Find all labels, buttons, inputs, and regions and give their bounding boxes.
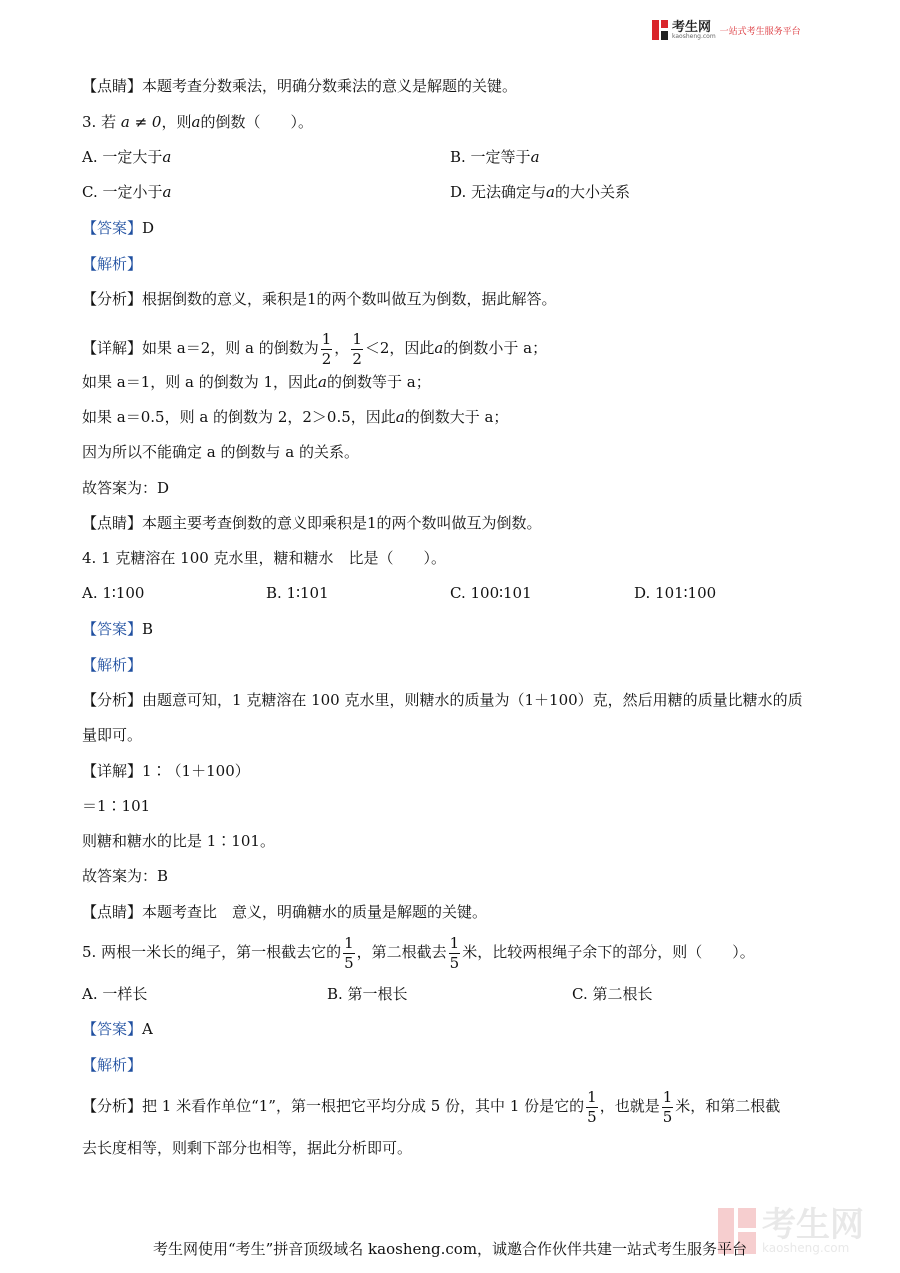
- kaosheng-logo-icon: [652, 20, 668, 40]
- watermark-domain: kaosheng.com: [762, 1241, 850, 1255]
- q3-option-a: A. 一定大于a: [82, 148, 172, 166]
- header-logo: [652, 18, 801, 42]
- fraction-one-half: $\frac{1}{2}$: [321, 329, 332, 368]
- q4-xiangjie-2: ＝1∶101: [82, 797, 151, 815]
- q4-dianjing: 【点睛】本题考查比 意义，明确糖水的质量是解题的关键。: [82, 903, 488, 921]
- q5-jiexi-label: 【解析】: [82, 1056, 143, 1074]
- q4-xiangjie-3: 则糖和糖水的比是 1∶101。: [82, 832, 275, 850]
- q4-answer: 【答案】B: [82, 620, 154, 638]
- q3-option-c: C. 一定小于a: [82, 183, 172, 201]
- logo-slogan: 一站式考生服务平台: [719, 26, 801, 37]
- q3-option-b: B. 一定等于a: [450, 148, 540, 166]
- q3-option-d: D. 无法确定与a的大小关系: [450, 183, 630, 201]
- q4-jiexi-label: 【解析】: [82, 656, 143, 674]
- watermark-name: 考生网: [762, 1205, 864, 1245]
- q5-option-b: B. 第一根长: [327, 985, 408, 1003]
- fraction-one-fifth: $\frac{1}{5}$: [449, 933, 460, 972]
- q5-stem: 5. 两根一米长的绳子，第一根截去它的 $\frac{1}{5}$ ，第二根截去 $\frac{1}{5}$ 米，比较两根绳子余下的部分，则（ ）。: [82, 933, 755, 972]
- q3-fenxi: 【分析】根据倒数的意义，乘积是1的两个数叫做互为倒数，据此解答。: [82, 290, 557, 308]
- q4-fenxi-2: 量即可。: [82, 726, 143, 744]
- page-footer: 考生网使用“考生”拼音顶级域名 kaosheng.com，诚邀合作伙伴共建一站式考生服务平台: [152, 1240, 748, 1258]
- q3-dianjing: 【点睛】本题主要考查倒数的意义即乘积是1的两个数叫做互为倒数。: [82, 514, 542, 532]
- q4-option-c: C. 100∶101: [450, 584, 532, 602]
- q4-xiangjie-1: 【详解】1∶（1＋100）: [82, 762, 250, 780]
- logo-domain: kaosheng.com: [672, 32, 716, 40]
- q5-option-a: A. 一样长: [82, 985, 148, 1003]
- q3-xiangjie-2: 如果 a＝1，则 a 的倒数为 1，因此a的倒数等于 a；: [82, 373, 431, 391]
- fraction-one-fifth: $\frac{1}{5}$: [587, 1087, 597, 1126]
- q3-stem: 3. 若 a ≠ 0，则a的倒数（ ）。: [82, 113, 313, 131]
- q5-fenxi-2: 去长度相等，则剩下部分也相等，据此分析即可。: [82, 1139, 413, 1157]
- q3-xiangjie-4: 因为所以不能确定 a 的倒数与 a 的关系。: [82, 443, 359, 461]
- q4-stem: 4. 1 克糖溶在 100 克水里，糖和糖水 比是（ ）。: [82, 549, 447, 567]
- q3-jiexi-label: 【解析】: [82, 255, 143, 273]
- q4-option-d: D. 101∶100: [634, 584, 717, 602]
- q4-fenxi-1: 【分析】由题意可知，1 克糖溶在 100 克水里，则糖水的质量为（1＋100）克，然后用糖的质量比糖水的质: [82, 691, 803, 709]
- q5-answer: 【答案】A: [82, 1020, 153, 1038]
- q4-option-a: A. 1∶100: [82, 584, 145, 602]
- q4-final-answer: 故答案为：B: [82, 867, 169, 885]
- q5-fenxi-1: 【分析】把 1 米看作单位“1”，第一根把它平均分成 5 份，其中 1 份是它的 $\frac{1}{5}$ ，也就是 $\frac{1}{5}$ 米，和第二根截: [82, 1087, 781, 1126]
- q3-final-answer: 故答案为：D: [82, 479, 170, 497]
- q3-xiangjie-3: 如果 a＝0.5，则 a 的倒数为 2，2＞0.5，因此a的倒数大于 a；: [82, 408, 509, 426]
- q2-dianjing: 【点睛】本题考查分数乘法，明确分数乘法的意义是解题的关键。: [82, 77, 518, 95]
- q4-option-b: B. 1∶101: [266, 584, 329, 602]
- q3-answer: 【答案】D: [82, 219, 155, 237]
- fraction-one-fifth: $\frac{1}{5}$: [662, 1087, 673, 1126]
- fraction-one-half: $\frac{1}{2}$: [352, 329, 362, 368]
- q3-xiangjie-1: 【详解】如果 a＝2，则 a 的倒数为 $\frac{1}{2}$ ， $\frac{1}{2}$ ＜2，因此a的倒数小于 a；: [82, 329, 548, 368]
- q5-option-c: C. 第二根长: [572, 985, 653, 1003]
- logo-name: 考生网: [672, 19, 712, 35]
- fraction-one-fifth: $\frac{1}{5}$: [344, 933, 354, 972]
